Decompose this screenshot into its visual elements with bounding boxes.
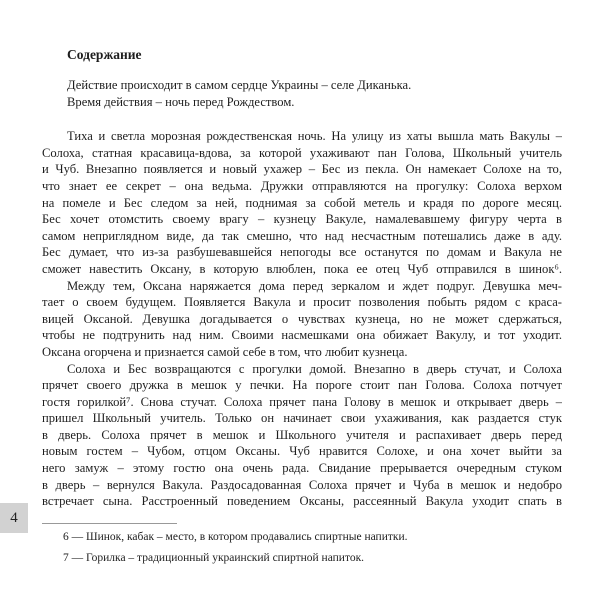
text-line: Оксана огорчена и признается самой себе в том, что любит кузнеца. [42,344,408,359]
text-line: и Чуб. Внезапно появляется и новый ухажер – Бес из пекла. Он намекает Солохе на то, [42,162,562,177]
text-line: в дверь – вернулся Вакула. Раздосадованная Солоха прячет и Чуба в мешок и недобро [42,477,562,492]
paragraph [42,128,562,277]
footnote-rule [42,523,177,524]
intro-line: Время действия – ночь перед Рождеством. [67,94,295,109]
footnotes-block [42,523,562,572]
text-line: что знает ее секрет – она ведьма. Дружки отправляются на прогулку: Солоха верхом [42,178,562,193]
intro-line: Действие происходит в самом сердце Украины – селе Диканька. [67,78,412,92]
text-line: гостя горилкой⁷. Снова стучат. Солоха прячет пана Голову в мешок и открывает дверь – [42,394,562,409]
text-line: встречает сына. Расстроенный поведением Оксаны, рассеянный Вакула уходит спать в [42,494,562,509]
text-line: сможет навестить Оксану, в которую влюблен, пока ее отец Чуб отправился в шинок⁶. [42,261,562,276]
intro-block [42,77,562,110]
page-heading: Содержание [67,47,142,62]
text-line: новым гостем – Чубом, отцом Оксаны. Чуб нравится Солохе, и она хочет выйти за [42,444,562,459]
text-line: на помеле и Бес следом за ней, поднимая за собой метель и крадя по дороге месяц. [42,195,562,210]
text-line: Солоха, статная красавица-вдова, за которой ухаживают пан Голова, Школьный учитель [42,145,562,160]
text-line: Тиха и светла морозная рождественская ночь. На улицу из хаты вышла мать Вакулы – [67,129,562,144]
text-line: пришел Школьный учитель. Только он начинает свои ухаживания, как раздается стук [42,411,562,426]
text-line: вицей Оксаной. Девушка догадывается о чувствах кузнеца, но не может сдержаться, [42,311,562,326]
page-content [42,46,562,510]
page-number: 4 [10,509,18,526]
text-line: Бес думает, что из-за разбушевавшейся непогоды все останутся по домам и Вакула не [42,245,562,260]
text-line: Солоха и Бес возвращаются с прогулки домой. Внезапно в дверь стучат, и Солоха [67,361,562,376]
paragraph [42,361,562,510]
paragraph [42,278,562,361]
body-text [42,128,562,510]
footnote: 7 — Горилка – традиционный украинский спиртной напиток. [63,552,365,564]
text-line: чтобы не подтрунить над ним. Своими насмешками она обижает Вакулу, и тот уходит. [42,328,562,343]
text-line: прячет своего дружка в мешок у печки. На пороге стоит пан Голова. Солоха потчует [42,378,562,393]
text-line: Между тем, Оксана наряжается дома перед зеркалом и ждет подруг. Девушка меч- [67,278,562,293]
text-line: самом неприглядном виде, да так смешно, что над несчастным потешались даже в аду. [42,228,562,243]
text-line: в дверь. Солоха прячет в мешок и Школьного учителя и распахивает дверь перед [42,427,562,442]
footnote: 6 — Шинок, кабак – место, в котором продавались спиртные напитки. [63,531,408,543]
text-line: Бес хочет отомстить своему врагу – кузнецу Вакуле, намалевавшему фигуру черта в [42,212,562,227]
page-number-tab [0,503,28,533]
text-line: тает о своем будущем. Появляется Вакула и просит позволения побыть рядом с краса- [42,295,562,310]
text-line: него замуж – этому гостю она очень рада. Свидание прерывается очередным стуком [42,461,562,476]
